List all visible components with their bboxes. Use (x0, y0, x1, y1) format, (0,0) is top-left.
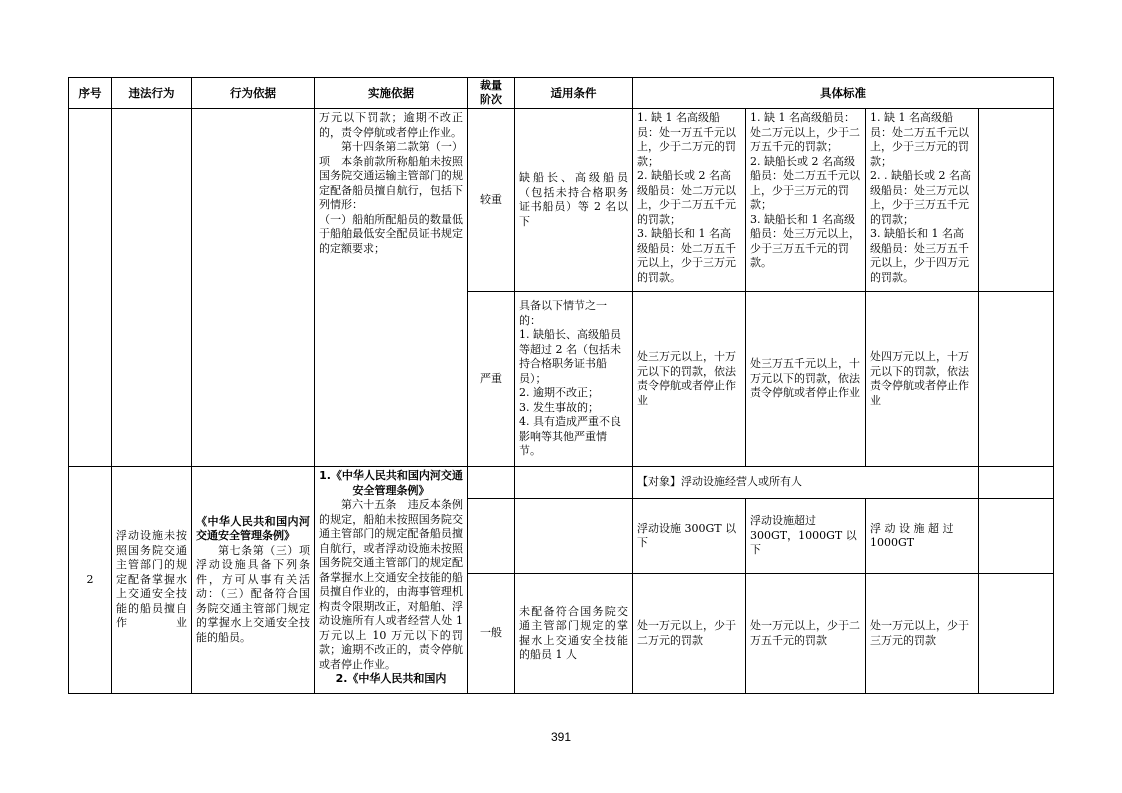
impl-title-2: 2.《中华人民共和国内 (335, 672, 447, 685)
header-basis: 行为依据 (192, 78, 315, 109)
std-general-b: 处一万元以上，少于二万五千元的罚款 (746, 574, 866, 694)
impl-title-1: 1.《中华人民共和国内河交通安全管理条例》 (319, 469, 463, 497)
category-b: 浮动设施超过 300GT，1000GT 以下 (746, 499, 866, 574)
penalty-standards-table (68, 77, 1054, 694)
category-c: 浮 动 设 施 超 过 1000GT (866, 499, 979, 574)
std-severe-empty (979, 292, 1054, 467)
header-row (69, 78, 1054, 109)
table-row (69, 109, 1054, 292)
object-empty (979, 467, 1054, 499)
std-heavy-empty (979, 109, 1054, 292)
level-heavy: 较重 (468, 109, 515, 292)
impl-text-line: （一）船舶所配船员的数量低于船舶最低安全配员证书规定的定额要求； (319, 212, 463, 255)
header-impl-basis: 实施依据 (315, 78, 468, 109)
cond-heavy: 缺船长、高级船员（包括未持合格职务证书船员）等 2 名以下 (515, 109, 633, 292)
row1-impl-basis (315, 109, 468, 467)
level-object-empty (468, 467, 515, 499)
cond-cat-empty (515, 499, 633, 574)
std-general-c: 处一万元以上，少于三万元的罚款 (866, 574, 979, 694)
category-empty (979, 499, 1054, 574)
row2-impl-basis (315, 467, 468, 694)
row2-basis (192, 467, 321, 694)
std-severe-c: 处四万元以上，十万元以下的罚款，依法责令停航或者停止作业 (866, 292, 979, 467)
row2-no: 2 (69, 467, 112, 694)
std-severe-b: 处三万五千元以上，十万元以下的罚款，依法责令停航或者停止作业 (746, 292, 866, 467)
row1-violation (112, 109, 192, 467)
cond-object-empty (515, 467, 633, 499)
level-general: 一般 (468, 574, 515, 694)
std-heavy-a: 1. 缺 1 名高级船员：处一万五千元以上，少于二万元的罚款； 2. 缺船长或 2 名高级船员：处二万元以上，少于二万五千元的罚款； 3. 缺船长和 1 名高级船员：处二万五千元以上，少于三万元的罚款。 (633, 109, 746, 292)
level-severe: 严重 (468, 292, 515, 467)
basis-title: 《中华人民共和国内河交通安全管理条例》 (196, 514, 310, 543)
header-condition: 适用条件 (515, 78, 633, 109)
row1-basis (192, 109, 315, 467)
header-level: 裁量阶次 (468, 78, 515, 109)
header-violation: 违法行为 (112, 78, 192, 109)
impl-text-line: 第十四条第二款第（一）项 本条前款所称船舶未按照国务院交通运输主管部门的规定配备船员擅自航行，包括下列情形： (319, 140, 463, 211)
std-general-a: 处一万元以上，少于二万元的罚款 (633, 574, 746, 694)
std-heavy-b: 1. 缺 1 名高级船员：处二万元以上，少于二万五千元的罚款； 2. 缺船长或 2 名高级船员：处二万五千元以上，少于三万元的罚款； 3. 缺船长和 1 名高级船员：处三万元以上，少于三万五千元的罚款。 (746, 109, 866, 292)
impl-text: 第六十五条 违反本条例的规定，船舶未按照国务院交通主管部门的规定配备船员擅自航行，或者浮动设施未按照国务院交通主管部门的规定配备掌握水上交通安全技能的船员擅自作业的，由海事管理机构责令限期改正，对船舶、浮动设施所有人或者经营人处 1 万元以上 10 万元以下的罚款；逾期不改正的，责令停航或者停止作业。 (319, 498, 463, 671)
header-standard: 具体标准 (633, 78, 1054, 109)
table-row (69, 467, 1054, 499)
impl-text-line: 万元以下罚款；逾期不改正的，责令停航或者停止作业。 (319, 111, 463, 139)
header-no: 序号 (69, 78, 112, 109)
cond-general: 未配备符合国务院交通主管部门规定的掌握水上交通安全技能的船员 1 人 (515, 574, 633, 694)
row1-no (69, 109, 112, 467)
std-general-empty (979, 574, 1054, 694)
basis-text: 第七条第（三）项 浮动设施具备下列条件，方可从事有关活动：（三）配备符合国务院交通主管部门规定的掌握水上交通安全技能的船员。 (196, 543, 321, 644)
row2-violation: 浮动设施未按照国务院交通主管部门的规定配备掌握水上交通安全技能的船员擅自作业 (112, 467, 192, 694)
cond-severe: 具备以下情节之一的： 1. 缺船长、高级船员等超过 2 名（包括未持合格职务证书船员）； 2. 逾期不改正； 3. 发生事故的； 4. 具有造成严重不良影响等其他严重情节。 (515, 292, 633, 467)
category-a: 浮动设施 300GT 以下 (633, 499, 746, 574)
std-severe-a: 处三万元以上，十万元以下的罚款，依法责令停航或者停止作业 (633, 292, 746, 467)
level-cat-empty (468, 499, 515, 574)
std-heavy-c: 1. 缺 1 名高级船员：处二万五千元以上，少于三万元的罚款； 2. . 缺船长或 2 名高级船员：处三万元以上，少于三万五千元的罚款； 3. 缺船长和 1 名高级船员：处三万五千元以上，少于四万元的罚款。 (866, 109, 979, 292)
object-label: 【对象】浮动设施经营人或所有人 (633, 467, 979, 499)
page-number: 391 (550, 730, 572, 744)
